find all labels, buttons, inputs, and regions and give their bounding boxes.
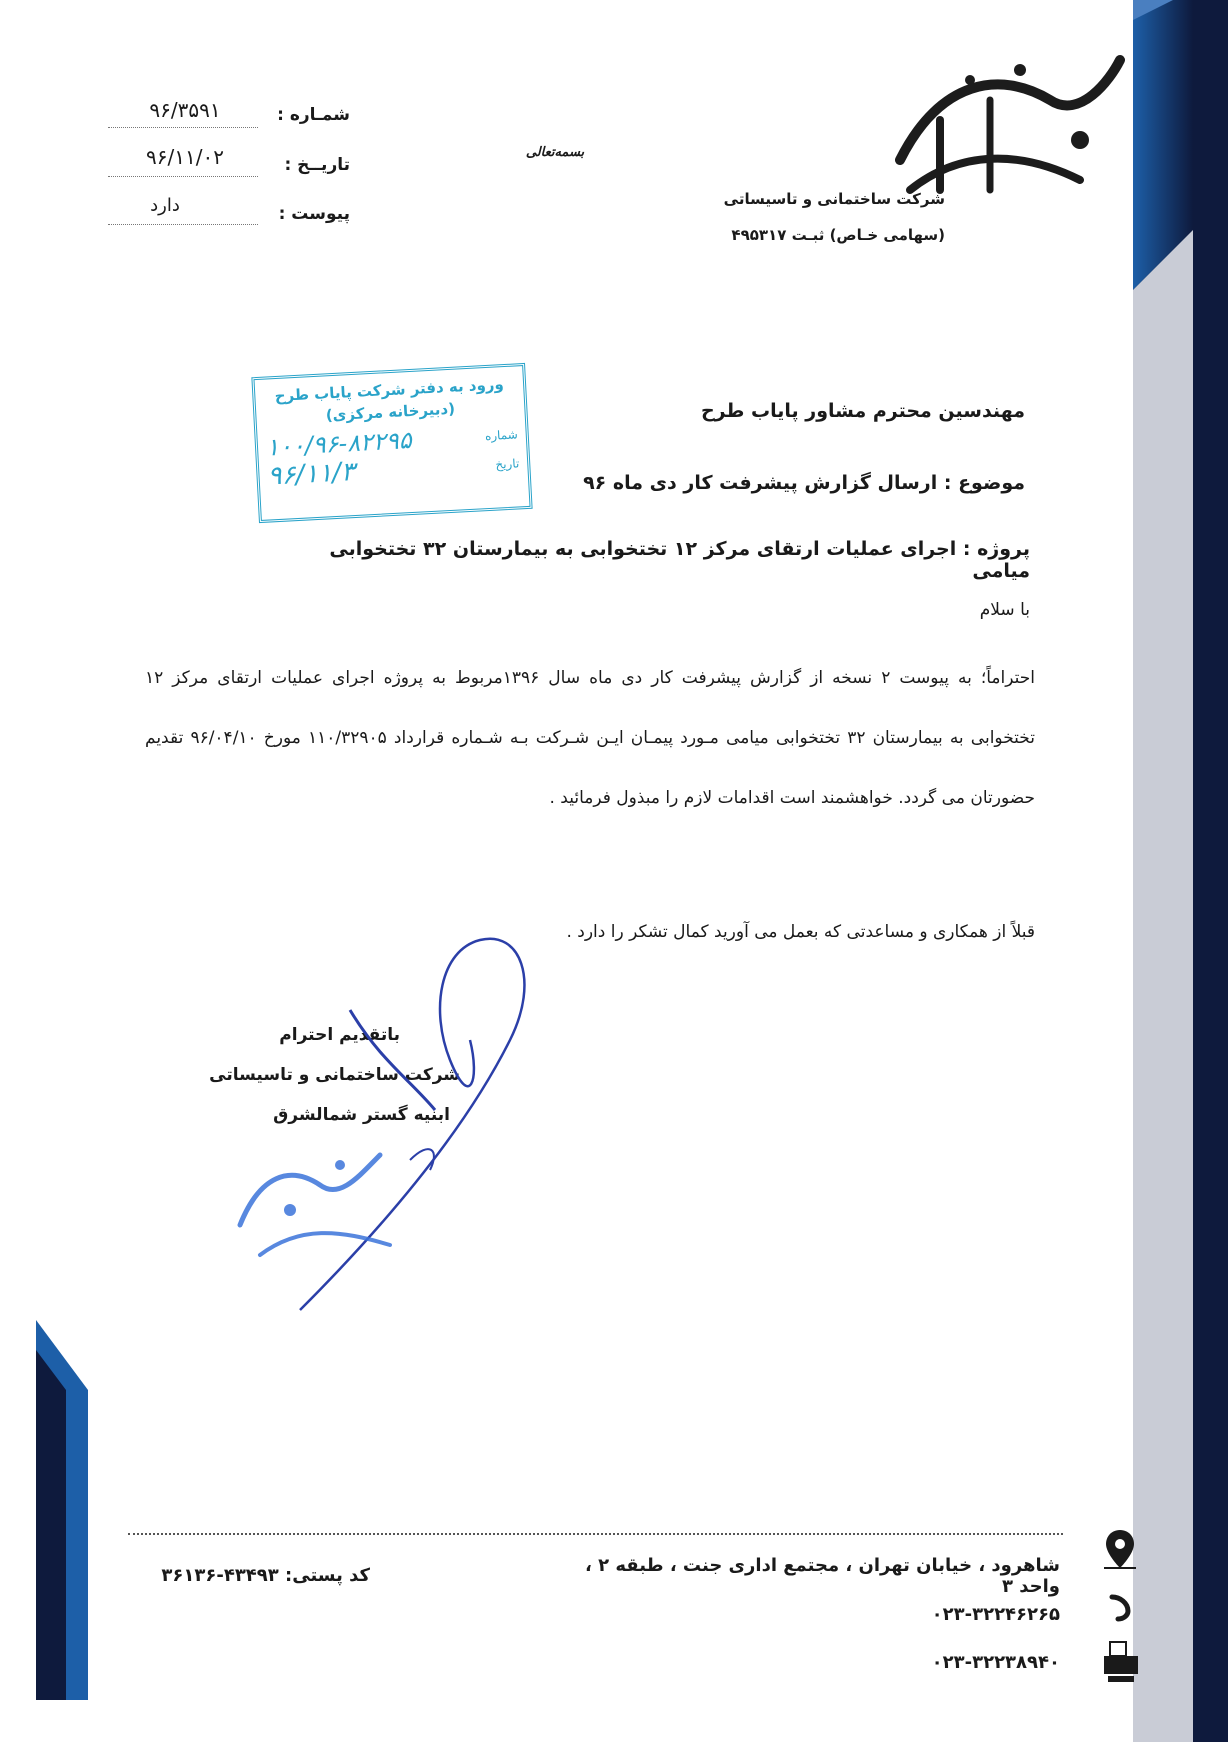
signoff: باتقدیم احترام: [279, 1025, 400, 1045]
stamp-date-label: تاریخ: [495, 456, 520, 472]
footer-fax: ۰۲۳-۳۲۲۳۸۹۴۰: [931, 1652, 1060, 1673]
stamp-number-label: شماره: [484, 427, 519, 444]
footer-address: شاهرود ، خیابان تهران ، مجتمع اداری جنت ، طبقه ۲ ، واحد ۳: [585, 1555, 1060, 1597]
attachment-value: دارد: [150, 195, 180, 216]
date-line: [108, 176, 258, 177]
attachment-label: پیوست :: [278, 204, 350, 224]
closing-line: قبلاً از همکاری و مساعدتی که بعمل می آورید کمال تشکر را دارد .: [566, 922, 1035, 942]
attachment-line: [108, 224, 258, 225]
letter-body: احتراماً؛ به پیوست ۲ نسخه از گزارش پیشرفت کار دی ماه سال ۱۳۹۶مربوط به پروژه اجرای عملیات ارتقای مرکز ۱۲ تختخوابی به بیمارستان ۳۲ تختخوابی میامی مـورد پیمـان ایـن شـرکت بـه شـماره قرارداد ۱۱۰/۳۲۹۰۵ مورخ ۹۶/۰۴/۱۰ تقدیم حضورتان می گردد. خواهشمند است اقدامات لازم را مبذول فرمائید .: [145, 668, 1036, 808]
number-value: ۹۶/۳۵۹۱: [149, 98, 221, 122]
number-label: شمـاره :: [277, 105, 350, 125]
phone-icon: [1106, 1593, 1134, 1623]
company-seal: [220, 1115, 420, 1275]
recipient: مهندسین محترم مشاور پایاب طرح: [700, 400, 1025, 422]
location-pin-icon: [1102, 1528, 1138, 1572]
bismillah: بسمه‌تعالی: [525, 145, 585, 160]
footer-postal-code: کد پستی: ۴۳۴۹۳-۳۶۱۳۶: [161, 1565, 370, 1586]
footer-divider: [128, 1533, 1063, 1535]
company-type: شرکت ساختمانی و تاسیساتی: [723, 190, 945, 208]
logo-calligraphy: [880, 40, 1135, 210]
signer-company-type: شرکت ساختمانی و تاسیساتی: [209, 1065, 460, 1085]
project: پروژه : اجرای عملیات ارتقای مرکز ۱۲ تختخوابی به بیمارستان ۳۲ تختخوابی میامی: [329, 538, 1030, 582]
stamp-subtitle: (دبیرخانه مرکزی): [325, 399, 456, 425]
company-logo: [880, 40, 1135, 210]
footer-phone: ۰۲۳-۳۲۲۴۶۲۶۵: [931, 1604, 1060, 1625]
left-band-decoration: [36, 1320, 88, 1700]
date-value: ۹۶/۱۱/۰۲: [146, 145, 224, 169]
stamp-date-value: ۹۶/۱۱/۳: [266, 457, 356, 492]
signer-company-name: ابنیه گستر شمالشرق: [273, 1105, 450, 1125]
fax-icon: [1102, 1640, 1140, 1684]
stamp-title: ورود به دفتر شرکت پایاب طرح: [274, 375, 505, 406]
received-stamp: [251, 363, 532, 523]
company-registration: (سهامی خـاص) ثبـت ۴۹۵۳۱۷: [731, 226, 945, 244]
side-band-decoration: [1133, 0, 1228, 1742]
subject: موضوع : ارسال گزارش پیشرفت کار دی ماه ۹۶: [583, 472, 1025, 494]
greeting: با سلام: [979, 600, 1030, 620]
date-label: تاریــخ :: [284, 155, 350, 175]
stamp-number-value: ۱۰۰/۹۶-۸۲۲۹۵: [265, 425, 413, 462]
number-line: [108, 127, 258, 128]
